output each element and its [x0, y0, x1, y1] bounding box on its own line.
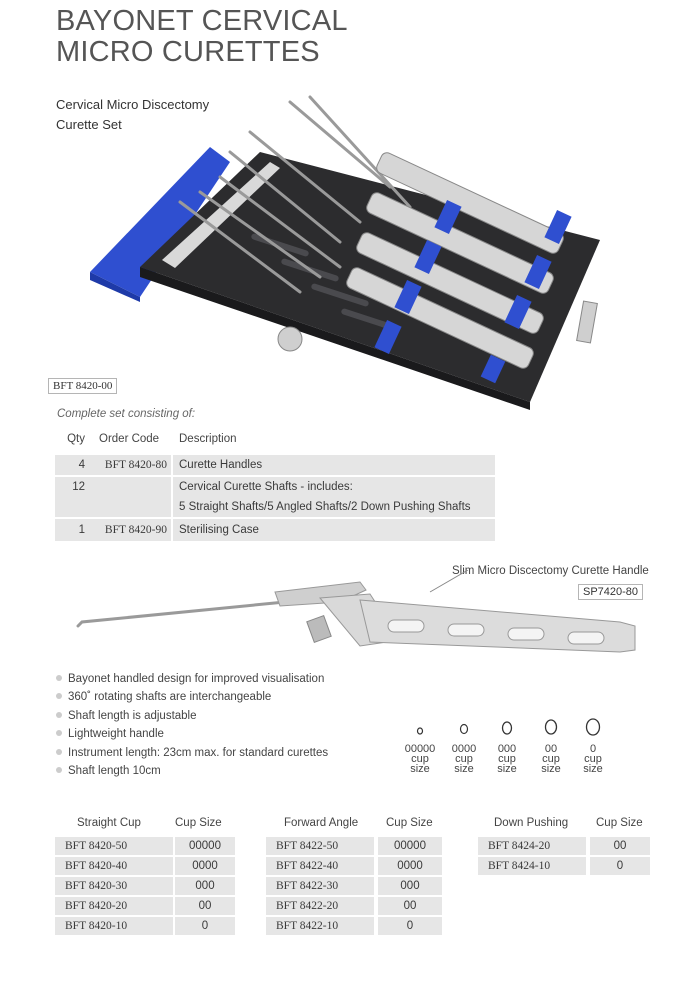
bullet-icon [56, 712, 62, 718]
bullet-icon [56, 693, 62, 699]
subtitle-line-2: Curette Set [56, 117, 122, 132]
table-row: BFT 8422-50 00000 [266, 835, 446, 855]
cup-icon [415, 718, 425, 740]
set-intro: Complete set consisting of: [57, 408, 196, 420]
list-item: Lightweight handle [56, 725, 328, 743]
row-qty: 12 [72, 481, 85, 493]
table-row: BFT 8422-10 0 [266, 915, 446, 935]
feature-list [56, 670, 328, 780]
list-item: Shaft length is adjustable [56, 707, 328, 725]
handle-label: Slim Micro Discectomy Curette Handle [452, 565, 649, 577]
title-line-1: BAYONET CERVICAL [56, 5, 348, 37]
table-row: BFT 8424-10 0 [478, 855, 650, 875]
table-header: Down Pushing [494, 817, 569, 829]
bullet-icon [56, 675, 62, 681]
row-qty: 1 [78, 524, 85, 536]
row-description-detail: 5 Straight Shafts/5 Angled Shafts/2 Down Pushing Shafts [179, 501, 471, 513]
set-table-row [55, 475, 495, 517]
row-description: Sterilising Case [179, 524, 259, 536]
curette-shaft [78, 602, 285, 626]
curette-handle-image [70, 570, 650, 670]
down-pushing-table [478, 817, 650, 875]
cup-icon [500, 718, 514, 740]
set-contents-table [55, 433, 495, 541]
bullet-icon [56, 767, 62, 773]
order-code-header: Order Code [99, 433, 160, 445]
forward-angle-table [266, 817, 446, 935]
set-order-code: BFT 8420-00 [48, 378, 117, 394]
table-header: Straight Cup [77, 817, 141, 829]
table-row: BFT 8420-20 00 [55, 895, 235, 915]
table-row: BFT 8420-10 0 [55, 915, 235, 935]
set-table-header [55, 433, 495, 453]
table-header: Cup Size [386, 817, 433, 829]
description-header: Description [179, 433, 237, 445]
qty-header: Qty [67, 433, 85, 445]
title-line-2: MICRO CURETTES [56, 36, 320, 68]
handle-code: SP7420-80 [578, 584, 643, 600]
subtitle-line-1: Cervical Micro Discectomy [56, 97, 210, 112]
cup-icon [584, 718, 602, 740]
row-code: BFT 8420-80 [104, 459, 167, 471]
cup-size-item: 00 cup size [534, 718, 568, 774]
set-table-row [55, 453, 495, 475]
list-item: Shaft length 10cm [56, 762, 328, 780]
bullet-icon [56, 730, 62, 736]
curette-set-image [80, 92, 620, 412]
list-item: Bayonet handled design for improved visualisation [56, 670, 328, 688]
cup-icon [543, 718, 559, 740]
bullet-icon [56, 749, 62, 755]
row-code: BFT 8420-90 [104, 524, 167, 536]
table-row: BFT 8420-50 00000 [55, 835, 235, 855]
cup-size-item: 000 cup size [490, 718, 524, 774]
callout-line [430, 570, 468, 592]
table-row: BFT 8420-40 0000 [55, 855, 235, 875]
row-description: Curette Handles [179, 459, 263, 471]
table-row: BFT 8422-40 0000 [266, 855, 446, 875]
table-row: BFT 8422-20 00 [266, 895, 446, 915]
table-header: Cup Size [596, 817, 643, 829]
table-row: BFT 8422-30 000 [266, 875, 446, 895]
cup-size-item: 0 cup size [576, 718, 610, 774]
cup-icon [458, 718, 470, 740]
straight-cup-table [55, 817, 235, 935]
cup-size-item: 00000 cup size [400, 718, 440, 774]
table-header: Cup Size [175, 817, 222, 829]
list-item: 360˚ rotating shafts are interchangeable [56, 688, 328, 706]
page-title [56, 6, 348, 68]
table-row: BFT 8424-20 00 [478, 835, 650, 855]
set-table-row [55, 517, 495, 541]
cup-size-item: 0000 cup size [445, 718, 483, 774]
row-description: Cervical Curette Shafts - includes: [179, 481, 353, 493]
table-row: BFT 8420-30 000 [55, 875, 235, 895]
table-header: Forward Angle [284, 817, 359, 829]
list-item: Instrument length: 23cm max. for standard curettes [56, 744, 328, 762]
row-qty: 4 [78, 459, 85, 471]
